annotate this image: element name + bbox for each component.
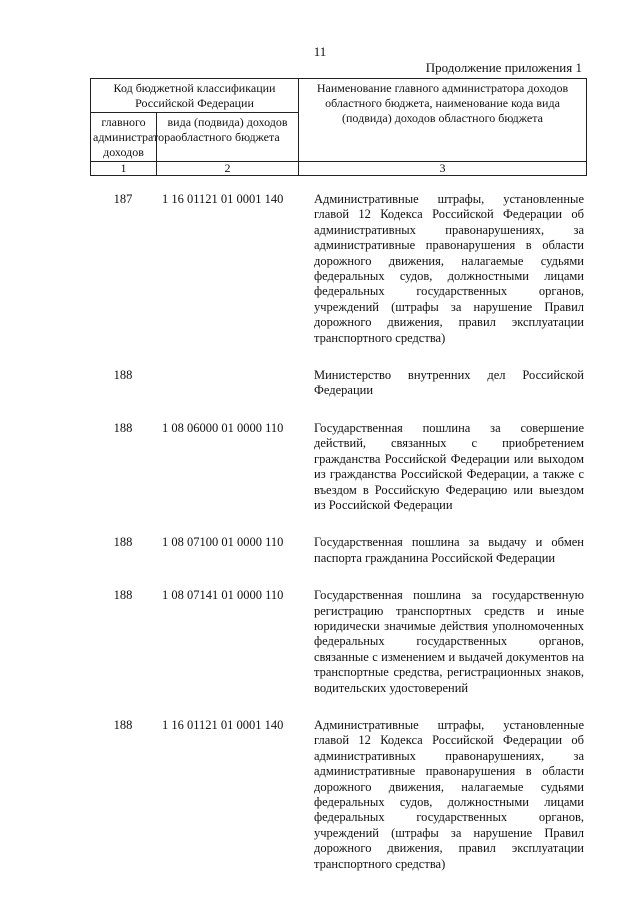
admin-code: 188 bbox=[113, 535, 133, 550]
income-code: 1 08 07100 01 0000 110 bbox=[162, 535, 284, 550]
administrator-name: Министерство внутренних дел Российской Федерации bbox=[314, 368, 584, 398]
income-name: Государственная пошлина за выдачу и обмен паспорта гражданина Российской Федерации bbox=[314, 535, 584, 565]
admin-code: 188 bbox=[113, 368, 133, 383]
name-column-header: Наименование главного администратора доходов областного бюджета, наименование кода вида (подвида) доходов областного бюджета bbox=[299, 79, 587, 162]
page-number: 11 bbox=[313, 44, 327, 59]
admin-code: 188 bbox=[113, 420, 133, 435]
table-row bbox=[90, 718, 586, 872]
table-row bbox=[90, 588, 586, 696]
table-row bbox=[90, 368, 586, 399]
table-row bbox=[90, 192, 586, 346]
income-code: 1 08 07141 01 0000 110 bbox=[162, 588, 284, 603]
income-code bbox=[156, 368, 308, 399]
income-name: Государственная пошлина за государственную регистрацию транспортных средств и иные юридически значимые действия уполномоченных федеральных государственных органов, связанные с изменением и выдачей документов на транспортные средства, регистрационных знаков, водительских удостоверений bbox=[314, 588, 584, 695]
admin-column-header: главного администратора доходов bbox=[91, 113, 157, 162]
table-row bbox=[90, 535, 586, 566]
income-name: Административные штрафы, установленные главой 12 Кодекса Российской Федерации об административных правонарушениях, за административные правонарушения в области дорожного движения, налагаемые судьями федеральных судов, должностными лицами федеральных государственных органов, учреждений (штрафы за нарушение Правил дорожного движения, правил эксплуатации транспортного средства) bbox=[314, 192, 584, 345]
table-row bbox=[90, 421, 586, 513]
income-name: Административные штрафы, установленные главой 12 Кодекса Российской Федерации об административных правонарушениях, за административные правонарушения в области дорожного движения, налагаемые судьями федеральных судов, должностными лицами федеральных государственных органов, учреждений (штрафы за нарушение Правил дорожного движения, правил эксплуатации транспортного средства) bbox=[314, 717, 584, 871]
column-number-2: 2 bbox=[157, 162, 299, 176]
code-column-header: вида (подвида) доходов областного бюджета bbox=[157, 113, 299, 162]
admin-code: 188 bbox=[113, 588, 133, 603]
code-group-header: Код бюджетной классификации Российской Федерации bbox=[91, 79, 299, 113]
income-code: 1 16 01121 01 0001 140 bbox=[162, 717, 284, 732]
income-name: Государственная пошлина за совершение действий, связанных с приобретением гражданства Российской Федерации или выходом из гражданства Российской Федерации, а также с въездом в Российскую Федерацию или выездом из Российской Федерации bbox=[314, 420, 584, 512]
admin-code: 187 bbox=[113, 192, 133, 206]
continuation-label: Продолжение приложения 1 bbox=[425, 60, 582, 75]
income-code: 1 08 06000 01 0000 110 bbox=[162, 420, 284, 435]
income-code: 1 16 01121 01 0001 140 bbox=[162, 192, 284, 206]
table-body bbox=[90, 192, 586, 894]
column-number-3: 3 bbox=[299, 162, 587, 176]
table-header bbox=[90, 78, 587, 176]
column-number-1: 1 bbox=[91, 162, 157, 176]
admin-code: 188 bbox=[113, 717, 133, 732]
